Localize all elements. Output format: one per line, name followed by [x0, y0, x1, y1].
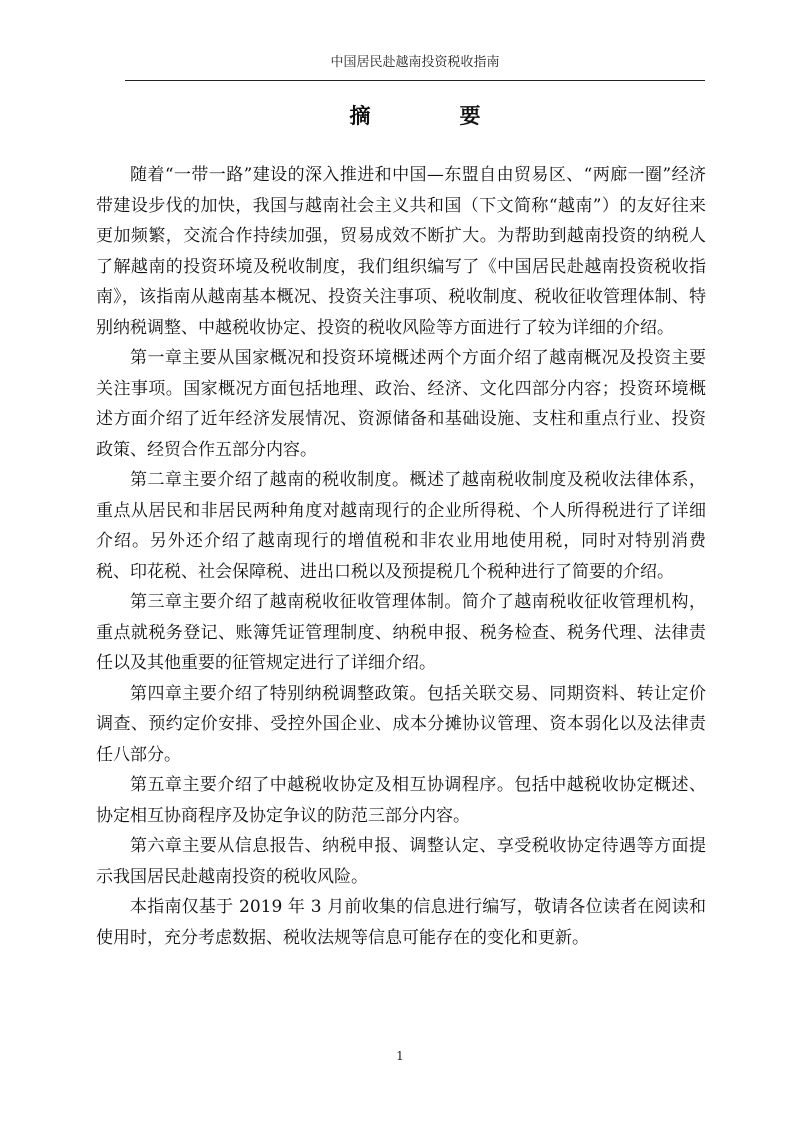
- paragraph-chapter-1: 第一章主要从国家概况和投资环境概述两个方面介绍了越南概况及投资主要关注事项。国家概况方面包括地理、政治、经济、文化四部分内容；投资环境概述方面介绍了近年经济发展情况、资源储备和基础设施、支柱和重点行业、投资政策、经贸合作五部分内容。: [96, 348, 706, 460]
- header-rule: [125, 80, 705, 81]
- page-number: 1: [396, 1049, 404, 1063]
- abstract-body: [96, 160, 706, 953]
- paragraph-chapter-2: 第二章主要介绍了越南的税收制度。概述了越南税收制度及税收法律体系，重点从居民和非居民两种角度对越南现行的企业所得税、个人所得税进行了详细介绍。另外还介绍了越南现行的增值税和非农业用地使用税，同时对特别消费税、印花税、社会保障税、进出口税以及预提税几个税种进行了简要的介绍。: [96, 470, 706, 582]
- running-header: 中国居民赴越南投资税收指南: [330, 55, 500, 70]
- paragraph-chapter-5: 第五章主要介绍了中越税收协定及相互协调程序。包括中越税收协定概述、协定相互协商程序及协定争议的防范三部分内容。: [96, 775, 706, 826]
- paragraph-chapter-6: 第六章主要从信息报告、纳税申报、调整认定、享受税收协定待遇等方面提示我国居民赴越南投资的税收风险。: [96, 836, 706, 887]
- paragraph-chapter-3: 第三章主要介绍了越南税收征收管理体制。简介了越南税收征收管理机构，重点就税务登记、账簿凭证管理制度、纳税申报、税务检查、税务代理、法律责任以及其他重要的征管规定进行了详细介绍。: [96, 592, 706, 673]
- paragraph-intro: 随着“一带一路”建设的深入推进和中国—东盟自由贸易区、“两廊一圈”经济带建设步伐的加快，我国与越南社会主义共和国（下文简称“越南”）的友好往来更加频繁，交流合作持续加强，贸易成效不断扩大。为帮助到越南投资的纳税人了解越南的投资环境及税收制度，我们组织编写了《中国居民赴越南投资税收指南》，该指南从越南基本概况、投资关注事项、税收制度、税收征收管理体制、特别纳税调整、中越税收协定、投资的税收风险等方面进行了较为详细的介绍。: [96, 165, 706, 338]
- paragraph-disclaimer: 本指南仅基于 2019 年 3 月前收集的信息进行编写，敬请各位读者在阅读和使用时，充分考虑数据、税收法规等信息可能存在的变化和更新。: [96, 897, 706, 948]
- paragraph-chapter-4: 第四章主要介绍了特别纳税调整政策。包括关联交易、同期资料、转让定价调查、预约定价安排、受控外国企业、成本分摊协议管理、资本弱化以及法律责任八部分。: [96, 683, 706, 765]
- page-title: 摘 要: [349, 104, 515, 128]
